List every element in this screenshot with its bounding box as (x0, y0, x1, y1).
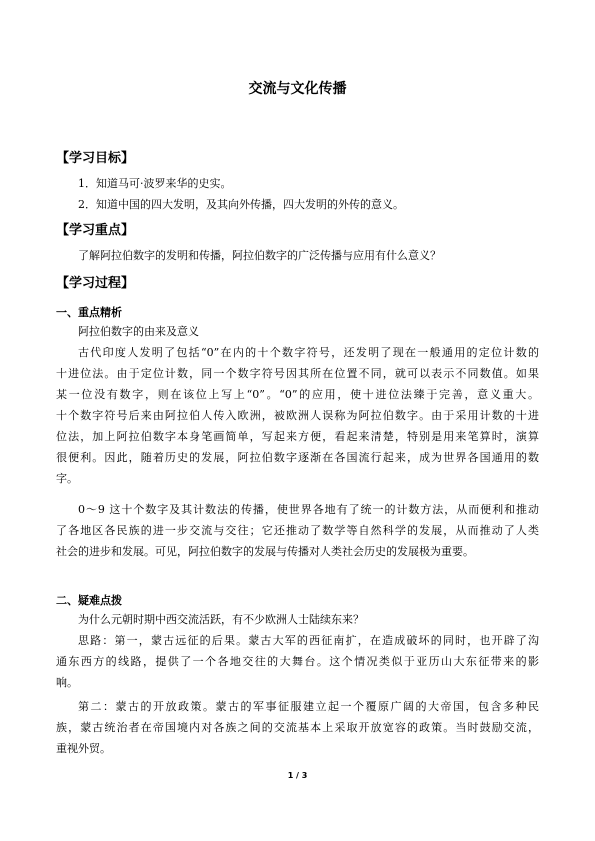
learning-goals-heading: 【学习目标】 (56, 151, 135, 166)
paragraph-line: 字。 (56, 472, 78, 485)
paragraph-line: 某一位没有数字，则在该位上写上“0”。“0”的应用，使十进位法臻于完善，意义重大。 (56, 388, 539, 401)
focus-text: 了解阿拉伯数字的发明和传播，阿拉伯数字的广泛传播与应用有什么意义？ (78, 249, 441, 262)
paragraph-line: 族，蒙古统治者在帝国境内对各族之间的交流基本上采取开放宽容的政策。当时鼓励交流， (56, 721, 539, 734)
paragraph-line: 响。 (56, 676, 78, 689)
learning-process-heading: 【学习过程】 (56, 276, 135, 291)
paragraph-line: 重视外贸。 (56, 742, 111, 755)
difficulty-heading: 二、疑难点拨 (56, 594, 122, 607)
paragraph-line: 0～9 这十个数字及其计数法的传播，使世界各地有了统一的计数方法，从而便利和推动 (78, 503, 539, 516)
page-number: 1 / 3 (287, 771, 308, 780)
paragraph-line: 古代印度人发明了包括“0”在内的十个数字符号，还发明了现在一般通用的定位计数的 (78, 346, 539, 359)
learning-focus-heading: 【学习重点】 (56, 223, 135, 238)
paragraph-line: 位法，加上阿拉伯数字本身笔画简单，写起来方便，看起来清楚，特别是用来笔算时，演算 (56, 430, 539, 443)
paragraph-line: 思路：第一，蒙古远征的后果。蒙古大军的西征南扩，在造成破坏的同时，也开辟了沟 (78, 634, 539, 647)
question-line: 为什么元朝时期中西交流活跃，有不少欧洲人士陆续东来？ (78, 613, 364, 626)
goal-item-2: 2．知道中国的四大发明，及其向外传播，四大发明的外传的意义。 (78, 198, 404, 211)
paragraph-line: 通东西方的线路，提供了一个各地交往的大舞台。这个情况类似于亚历山大东征带来的影 (56, 655, 539, 668)
page-title: 交流与文化传播 (248, 81, 347, 97)
topic-line: 阿拉伯数字的由来及意义 (78, 325, 199, 338)
paragraph-line: 第二：蒙古的开放政策。蒙古的军事征服建立起一个覆原广阔的大帝国，包含多种民 (78, 700, 539, 713)
paragraph-line: 社会的进步和发展。可见，阿拉伯数字的发展与传播对人类社会历史的发展极为重要。 (56, 545, 474, 558)
goal-item-1: 1．知道马可·波罗来华的史实。 (78, 177, 232, 190)
key-analysis-heading: 一、重点精析 (56, 306, 122, 319)
paragraph-line: 十个数字符号后来由阿拉伯人传入欧洲，被欧洲人误称为阿拉伯数字。由于采用计数的十进 (56, 409, 539, 422)
paragraph-line: 了各地区各民族的进一步交流与交往；它还推动了数学等自然科学的发展，从而推动了人类 (56, 524, 539, 537)
paragraph-line: 很便利。因此，随着历史的发展，阿拉伯数字逐渐在各国流行起来，成为世界各国通用的数 (56, 451, 539, 464)
paragraph-line: 十进位法。由于定位计数，同一个数字符号因其所在位置不同，就可以表示不同数值。如果 (56, 367, 539, 380)
